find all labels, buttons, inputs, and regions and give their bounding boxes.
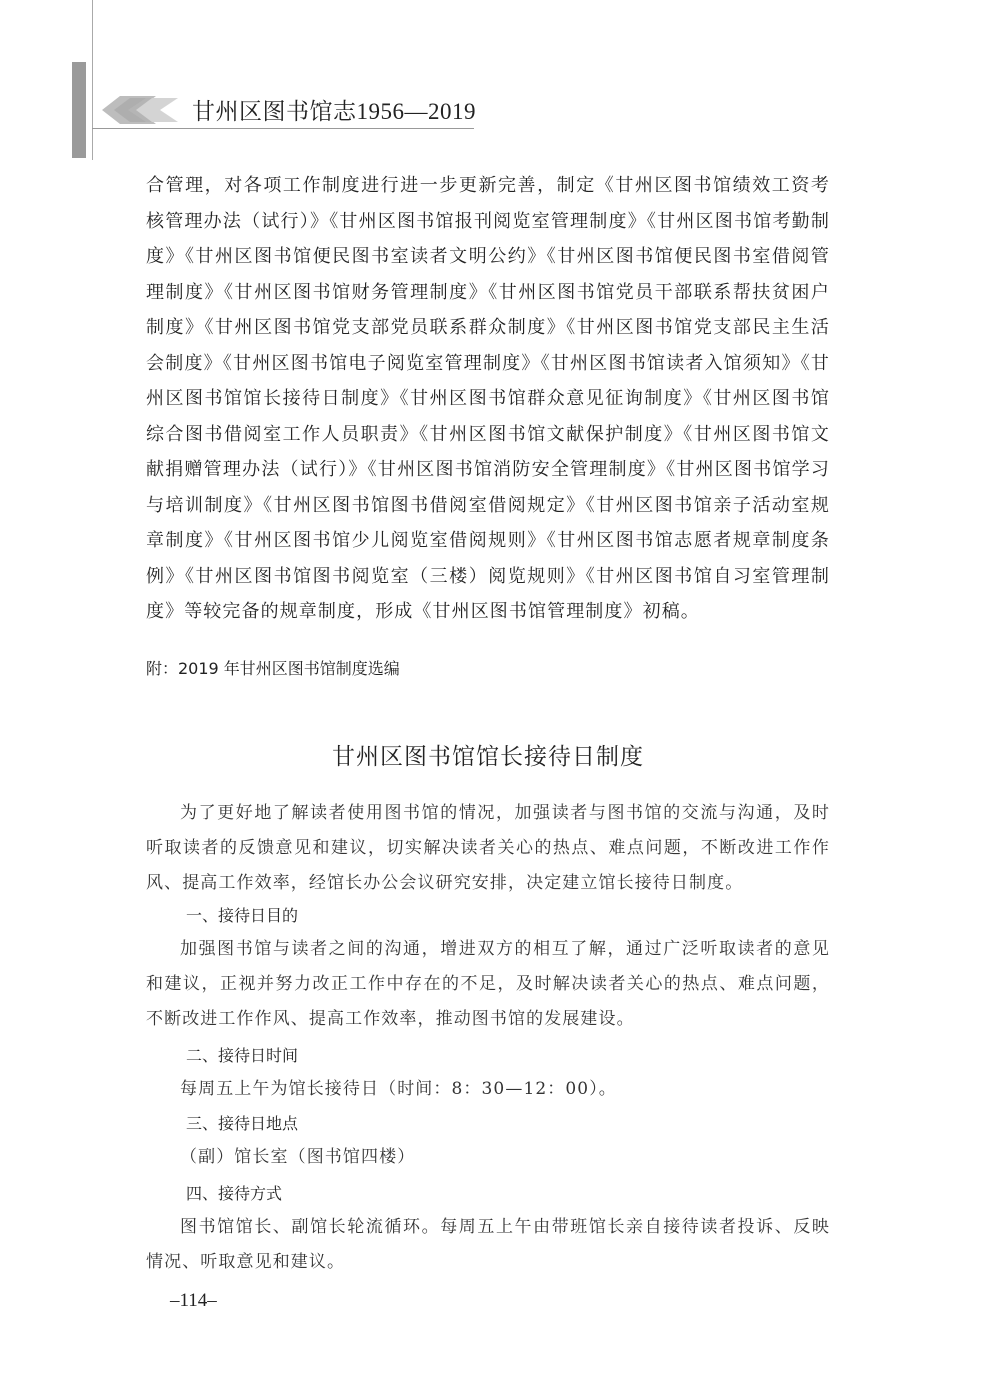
section-heading-location: 三、接待日地点 — [186, 1114, 299, 1133]
margin-vertical-line — [92, 0, 93, 160]
intro-paragraph: 为了更好地了解读者使用图书馆的情况，加强读者与图书馆的交流与沟通，及时听取读者的反馈意见和建议，切实解决读者关心的热点、难点问题，不断改进工作作风、提高工作效率，经馆长办公会议研究安排，决定建立馆长接待日制度。 — [146, 803, 830, 893]
header-years: 1956—2019 — [356, 99, 476, 124]
margin-gray-bar — [72, 62, 86, 158]
section-heading-time: 二、接待日时间 — [186, 1046, 299, 1065]
section-heading-purpose: 一、接待日目的 — [186, 906, 299, 925]
section-text-location: （副）馆长室（图书馆四楼） — [180, 1147, 416, 1167]
appendix-label: 附：2019 年甘州区图书馆制度选编 — [146, 659, 400, 678]
section-text-method: 图书馆馆长、副馆长轮流循环。每周五上午由带班馆长亲自接待读者投诉、反映情况、听取意见和建议。 — [146, 1217, 830, 1272]
header-diamond-ornament — [100, 92, 180, 128]
running-header — [192, 93, 476, 126]
header-title: 甘州区图书馆志 — [192, 99, 357, 125]
section-heading-method: 四、接待方式 — [186, 1184, 283, 1203]
section-text-purpose: 加强图书馆与读者之间的沟通，增进双方的相互了解，通过广泛听取读者的意见和建议，正视并努力改正工作中存在的不足，及时解决读者关心的热点、难点问题，不断改进工作作风、提高工作效率，推动图书馆的发展建设。 — [146, 939, 830, 1029]
document-title: 甘州区图书馆馆长接待日制度 — [332, 744, 644, 770]
section-text-time: 每周五上午为馆长接待日（时间：8：30—12：00）。 — [180, 1079, 617, 1099]
header-rule — [92, 128, 474, 129]
page-number: –114– — [170, 1290, 217, 1311]
body-paragraph: 合管理，对各项工作制度进行进一步更新完善，制定《甘州区图书馆绩效工资考核管理办法（试行）》《甘州区图书馆报刊阅览室管理制度》《甘州区图书馆考勤制度》《甘州区图书馆便民图书室读者文明公约》《甘州区图书馆便民图书室借阅管理制度》《甘州区图书馆财务管理制度》《甘州区图书馆党员干部联系帮扶贫困户制度》《甘州区图书馆党支部党员联系群众制度》《甘州区图书馆党支部民主生活会制度》《甘州区图书馆电子阅览室管理制度》《甘州区图书馆读者入馆须知》《甘州区图书馆馆长接待日制度》《甘州区图书馆群众意见征询制度》《甘州区图书馆综合图书借阅室工作人员职责》《甘州区图书馆文献保护制度》《甘州区图书馆文献捐赠管理办法（试行）》《甘州区图书馆消防安全管理制度》《甘州区图书馆学习与培训制度》《甘州区图书馆图书借阅室借阅规定》《甘州区图书馆亲子活动室规章制度》《甘州区图书馆少儿阅览室借阅规则》《甘州区图书馆志愿者规章制度条例》《甘州区图书馆图书阅览室（三楼）阅览规则》《甘州区图书馆自习室管理制度》等较完备的规章制度，形成《甘州区图书馆管理制度》初稿。 — [146, 175, 830, 622]
